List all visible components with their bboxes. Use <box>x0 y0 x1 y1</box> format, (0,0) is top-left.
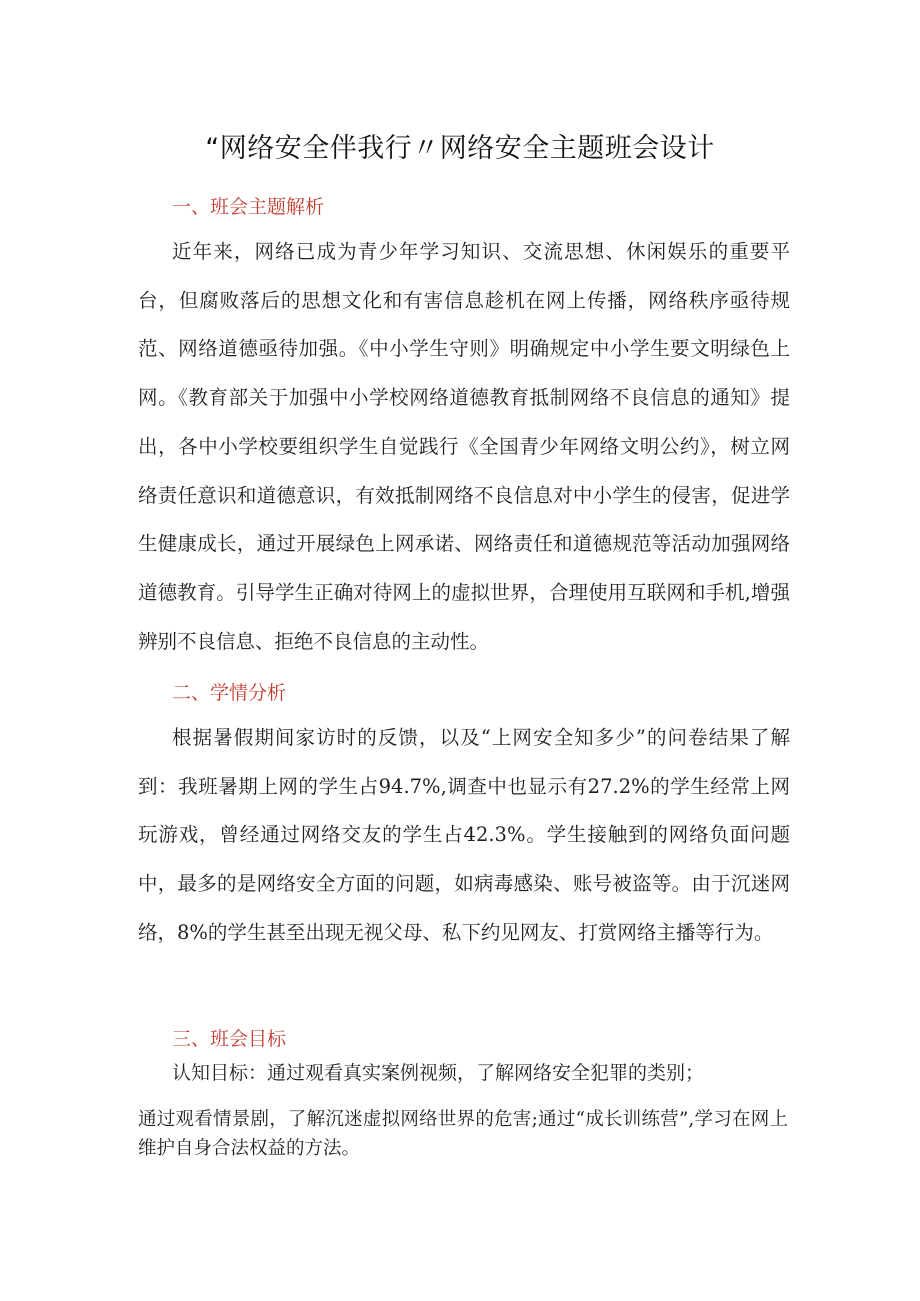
page-title: “网络安全伴我行〃网络安全主题班会设计 <box>205 133 715 164</box>
section-heading-theme-analysis: 一、班会主题解析 <box>172 196 325 218</box>
paragraph-student-analysis: 根据暑假期间家访时的反馈，以及“上网安全知多少”的问卷结果了解到：我班暑期上网的学生占94.7%,调查中也显示有27.2%的学生经常上网玩游戏，曾经通过网络交友的学生占42.3%。学生接触到的网络负面问题中，最多的是网络安全方面的问题，如病毒感染、账号被盗等。由于沉迷网络，8%的学生甚至出现无视父母、私下约见网友、打赏网络主播等行为。 <box>138 726 790 944</box>
cognitive-goal-line: 认知目标：通过观看真实案例视频，了解网络安全犯罪的类别； <box>172 1062 705 1084</box>
paragraph-class-goals: 通过观看情景剧，了解沉迷虚拟网络世界的危害;通过“成长训练营”,学习在网上维护自身合法权益的方法。 <box>138 1109 788 1159</box>
section-heading-student-analysis: 二、学情分析 <box>172 682 287 704</box>
paragraph-theme-analysis: 近年来，网络已成为青少年学习知识、交流思想、休闲娱乐的重要平台，但腐败落后的思想文化和有害信息趁机在网上传播，网络秩序亟待规范、网络道德亟待加强。《中小学生守则》明确规定中小学生要文明绿色上网。《教育部关于加强中小学校网络道德教育抵制网络不良信息的通知》提出，各中小学校要组织学生自觉践行《全国青少年网络文明公约》，树立网络责任意识和道德意识，有效抵制网络不良信息对中小学生的侵害，促进学生健康成长，通过开展绿色上网承诺、网络责任和道德规范等活动加强网络道德教育。引导学生正确对待网上的虚拟世界，合理使用互联网和手机,增强辨别不良信息、拒绝不良信息的主动性。 <box>138 240 790 653</box>
section-heading-class-goals: 三、班会目标 <box>172 1028 287 1050</box>
